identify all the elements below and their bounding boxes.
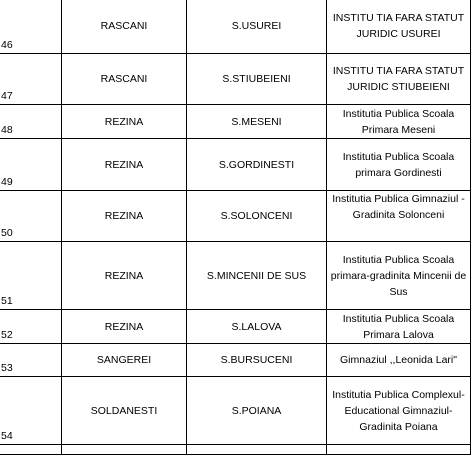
rayon-cell[interactable]: REZINA	[62, 242, 187, 310]
rayon-cell[interactable]: REZINA	[62, 105, 187, 139]
table-row	[0, 445, 471, 455]
institution-cell[interactable]: Institutia Publica Scoala primara Gordinesti	[327, 139, 471, 191]
institution-cell[interactable]: INSTITU TIA FARA STATUT JURIDIC STIUBEIENI	[327, 54, 471, 105]
institution-cell[interactable]: Institutia Publica Scoala primara-gradinita Mincenii de Sus	[327, 242, 471, 310]
locality-cell[interactable]: S.POIANA	[187, 377, 327, 445]
row-number-cell[interactable]: 48	[0, 105, 62, 139]
table-row	[0, 105, 471, 139]
rayon-cell[interactable]: REZINA	[62, 139, 187, 191]
row-number-cell[interactable]: 53	[0, 344, 62, 377]
locality-cell[interactable]: S.MESENI	[187, 105, 327, 139]
institution-cell[interactable]: Gimnaziul ,,Leonida Lari"	[327, 344, 471, 377]
institution-cell[interactable]: Institutia Publica Complexul-Educational Gimnaziul-Gradinita Poiana	[327, 377, 471, 445]
row-number-cell[interactable]: 47	[0, 54, 62, 105]
empty-cell[interactable]	[327, 445, 471, 455]
table-row	[0, 139, 471, 191]
table-row	[0, 310, 471, 344]
row-number-cell[interactable]: 54	[0, 377, 62, 445]
empty-cell[interactable]	[0, 445, 62, 455]
rayon-cell[interactable]: SOLDANESTI	[62, 377, 187, 445]
institution-cell[interactable]: INSTITU TIA FARA STATUT JURIDIC USUREI	[327, 0, 471, 54]
table-row	[0, 54, 471, 105]
table-row	[0, 0, 471, 54]
row-number-cell[interactable]: 50	[0, 191, 62, 242]
institution-cell[interactable]: Institutia Publica Scoala Primara Meseni	[327, 105, 471, 139]
locality-cell[interactable]: S.STIUBEIENI	[187, 54, 327, 105]
institution-cell[interactable]: Institutia Publica Scoala Primara Lalova	[327, 310, 471, 344]
rayon-cell[interactable]: SANGEREI	[62, 344, 187, 377]
rayon-cell[interactable]: REZINA	[62, 310, 187, 344]
empty-cell[interactable]	[62, 445, 187, 455]
row-number-cell[interactable]: 52	[0, 310, 62, 344]
rayon-cell[interactable]: RASCANI	[62, 54, 187, 105]
empty-cell[interactable]	[187, 445, 327, 455]
row-number-cell[interactable]: 51	[0, 242, 62, 310]
locality-cell[interactable]: S.BURSUCENI	[187, 344, 327, 377]
locality-cell[interactable]: S.LALOVA	[187, 310, 327, 344]
table-row	[0, 377, 471, 445]
locality-cell[interactable]: S.MINCENII DE SUS	[187, 242, 327, 310]
row-number-cell[interactable]: 46	[0, 0, 62, 54]
table-row	[0, 242, 471, 310]
rayon-cell[interactable]: RASCANI	[62, 0, 187, 54]
institution-cell[interactable]: Institutia Publica Gimnaziul - Gradinita Solonceni	[327, 191, 471, 242]
row-number-cell[interactable]: 49	[0, 139, 62, 191]
table-row	[0, 344, 471, 377]
locality-cell[interactable]: S.USUREI	[187, 0, 327, 54]
rayon-cell[interactable]: REZINA	[62, 191, 187, 242]
table-row	[0, 191, 471, 242]
locality-cell[interactable]: S.SOLONCENI	[187, 191, 327, 242]
locality-cell[interactable]: S.GORDINESTI	[187, 139, 327, 191]
